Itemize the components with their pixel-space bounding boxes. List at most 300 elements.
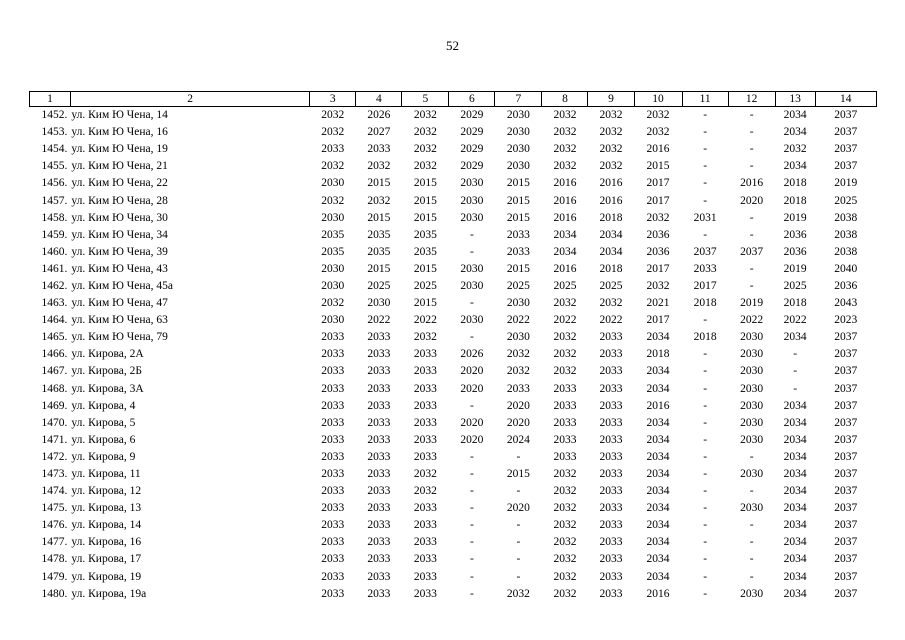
address-cell: ул. Ким Ю Чена, 22 — [71, 177, 168, 190]
year-cell: 2034 — [646, 485, 670, 498]
year-cell: - — [703, 143, 708, 156]
year-cell: 2032 — [553, 536, 577, 549]
column-header-10: 10 — [634, 92, 682, 107]
address-cell: ул. Кирова, 17 — [71, 553, 142, 566]
year-cell: 2015 — [506, 262, 530, 275]
year-cell: 2016 — [553, 211, 577, 224]
year-cell: 2033 — [413, 365, 437, 378]
year-cell: 2030 — [460, 177, 484, 190]
year-cell: 2016 — [553, 194, 577, 207]
year-cell: 2033 — [599, 519, 623, 532]
year-cell: 2032 — [553, 297, 577, 310]
year-cell: - — [703, 314, 708, 327]
row-number: 1477. — [41, 536, 68, 549]
year-cell: 2030 — [321, 314, 345, 327]
year-cell: 2037 — [834, 536, 858, 549]
address-cell: ул. Кирова, 9 — [71, 450, 136, 463]
table-row — [30, 141, 877, 158]
address-cell: ул. Кирова, 6 — [71, 433, 136, 446]
address-cell: ул. Кирова, 16 — [71, 536, 142, 549]
row-number: 1476. — [41, 519, 68, 532]
row-number: 1469. — [41, 399, 68, 412]
table-row — [30, 210, 877, 227]
year-cell: 2033 — [413, 587, 437, 600]
year-cell: 2025 — [783, 279, 807, 292]
year-cell: 2032 — [553, 468, 577, 481]
year-cell: 2036 — [783, 245, 807, 258]
year-cell: 2027 — [367, 126, 391, 139]
year-cell: 2030 — [740, 433, 764, 446]
year-cell: 2033 — [367, 382, 391, 395]
year-cell: 2032 — [553, 126, 577, 139]
year-cell: 2034 — [783, 399, 807, 412]
address-cell: ул. Ким Ю Чена, 79 — [71, 331, 168, 344]
year-cell: 2018 — [646, 348, 670, 361]
table-row — [30, 175, 877, 192]
year-cell: - — [703, 160, 708, 173]
year-cell: 2037 — [834, 126, 858, 139]
year-cell: 2033 — [413, 519, 437, 532]
year-cell: 2033 — [599, 502, 623, 515]
year-cell: 2032 — [599, 297, 623, 310]
year-cell: 2037 — [834, 109, 858, 122]
year-cell: 2036 — [834, 279, 858, 292]
year-cell: 2032 — [646, 211, 670, 224]
year-cell: 2033 — [553, 450, 577, 463]
address-cell: ул. Кирова, 2Б — [71, 365, 142, 378]
year-cell: 2033 — [367, 348, 391, 361]
year-cell: 2037 — [834, 416, 858, 429]
year-cell: 2018 — [693, 297, 717, 310]
row-number: 1480. — [41, 587, 68, 600]
year-cell: 2032 — [321, 126, 345, 139]
year-cell: 2025 — [599, 279, 623, 292]
table-row — [30, 381, 877, 398]
year-cell: 2037 — [834, 160, 858, 173]
column-header-14: 14 — [815, 92, 876, 107]
year-cell: 2020 — [460, 365, 484, 378]
year-cell: 2017 — [646, 262, 670, 275]
year-cell: 2037 — [834, 502, 858, 515]
year-cell: 2030 — [740, 468, 764, 481]
year-cell: 2033 — [367, 519, 391, 532]
table-row — [30, 244, 877, 261]
year-cell: 2034 — [646, 553, 670, 566]
year-cell: - — [749, 279, 754, 292]
table-body — [30, 107, 877, 603]
year-cell: - — [469, 450, 474, 463]
year-cell: 2033 — [321, 502, 345, 515]
address-cell: ул. Ким Ю Чена, 28 — [71, 194, 168, 207]
year-cell: - — [516, 485, 521, 498]
year-cell: 2020 — [506, 502, 530, 515]
year-cell: 2033 — [599, 536, 623, 549]
year-cell: 2030 — [460, 279, 484, 292]
year-cell: 2034 — [553, 228, 577, 241]
year-cell: 2033 — [599, 433, 623, 446]
year-cell: - — [469, 502, 474, 515]
year-cell: 2017 — [693, 279, 717, 292]
year-cell: - — [703, 399, 708, 412]
row-number: 1455. — [41, 160, 68, 173]
year-cell: 2033 — [413, 450, 437, 463]
year-cell: 2019 — [740, 297, 764, 310]
year-cell: 2036 — [646, 228, 670, 241]
year-cell: 2016 — [599, 194, 623, 207]
year-cell: 2030 — [460, 211, 484, 224]
year-cell: 2022 — [783, 314, 807, 327]
year-cell: - — [469, 331, 474, 344]
year-cell: - — [793, 348, 798, 361]
year-cell: 2032 — [413, 331, 437, 344]
year-cell: 2018 — [783, 297, 807, 310]
row-number: 1454. — [41, 143, 68, 156]
year-cell: 2032 — [646, 126, 670, 139]
year-cell: 2016 — [553, 262, 577, 275]
year-cell: - — [749, 160, 754, 173]
address-cell: ул. Ким Ю Чена, 39 — [71, 245, 168, 258]
year-cell: 2033 — [599, 587, 623, 600]
year-cell: 2033 — [321, 519, 345, 532]
year-cell: 2033 — [553, 416, 577, 429]
year-cell: 2033 — [693, 262, 717, 275]
year-cell: 2016 — [646, 399, 670, 412]
year-cell: - — [703, 553, 708, 566]
year-cell: 2033 — [321, 553, 345, 566]
year-cell: 2032 — [599, 126, 623, 139]
year-cell: 2032 — [599, 143, 623, 156]
year-cell: 2037 — [834, 348, 858, 361]
address-cell: ул. Кирова, 13 — [71, 502, 142, 515]
column-header-3: 3 — [310, 92, 356, 107]
year-cell: 2034 — [783, 485, 807, 498]
year-cell: 2033 — [321, 468, 345, 481]
row-number: 1459. — [41, 228, 68, 241]
year-cell: 2034 — [783, 331, 807, 344]
year-cell: 2030 — [740, 331, 764, 344]
year-cell: 2029 — [460, 126, 484, 139]
year-cell: 2020 — [506, 399, 530, 412]
year-cell: 2034 — [599, 228, 623, 241]
year-cell: 2030 — [506, 297, 530, 310]
year-cell: 2017 — [646, 177, 670, 190]
address-cell: ул. Ким Ю Чена, 34 — [71, 228, 168, 241]
year-cell: - — [469, 587, 474, 600]
year-cell: - — [749, 109, 754, 122]
year-cell: 2035 — [413, 228, 437, 241]
year-cell: - — [749, 228, 754, 241]
year-cell: 2032 — [321, 194, 345, 207]
address-cell: ул. Ким Ю Чена, 43 — [71, 262, 168, 275]
year-cell: 2017 — [646, 194, 670, 207]
year-cell: - — [703, 109, 708, 122]
year-cell: 2033 — [599, 348, 623, 361]
year-cell: 2022 — [367, 314, 391, 327]
year-cell: 2034 — [783, 587, 807, 600]
year-cell: 2030 — [740, 399, 764, 412]
year-cell: 2015 — [413, 177, 437, 190]
year-cell: 2029 — [460, 143, 484, 156]
year-cell: - — [703, 126, 708, 139]
year-cell: - — [749, 553, 754, 566]
year-cell: 2033 — [367, 331, 391, 344]
year-cell: 2037 — [834, 365, 858, 378]
year-cell: - — [469, 228, 474, 241]
table-row — [30, 449, 877, 466]
year-cell: 2037 — [740, 245, 764, 258]
year-cell: 2030 — [506, 143, 530, 156]
address-cell: ул. Ким Ю Чена, 47 — [71, 297, 168, 310]
year-cell: - — [703, 348, 708, 361]
row-number: 1465. — [41, 331, 68, 344]
year-cell: 2033 — [367, 587, 391, 600]
year-cell: 2022 — [413, 314, 437, 327]
year-cell: 2018 — [693, 331, 717, 344]
year-cell: 2033 — [413, 570, 437, 583]
year-cell: - — [793, 365, 798, 378]
year-cell: 2037 — [834, 450, 858, 463]
table-row — [30, 466, 877, 483]
year-cell: 2035 — [367, 245, 391, 258]
year-cell: 2018 — [783, 177, 807, 190]
year-cell: 2033 — [553, 399, 577, 412]
year-cell: 2033 — [599, 450, 623, 463]
year-cell: 2024 — [506, 433, 530, 446]
year-cell: 2033 — [321, 587, 345, 600]
year-cell: 2015 — [413, 297, 437, 310]
year-cell: 2033 — [367, 416, 391, 429]
year-cell: - — [516, 570, 521, 583]
year-cell: 2034 — [553, 245, 577, 258]
year-cell: 2015 — [413, 194, 437, 207]
year-cell: - — [469, 570, 474, 583]
year-cell: - — [793, 382, 798, 395]
year-cell: 2038 — [834, 211, 858, 224]
year-cell: 2029 — [460, 160, 484, 173]
year-cell: 2026 — [367, 109, 391, 122]
address-cell: ул. Ким Ю Чена, 14 — [71, 109, 168, 122]
year-cell: 2032 — [413, 468, 437, 481]
year-cell: 2032 — [553, 331, 577, 344]
year-cell: 2033 — [506, 245, 530, 258]
address-cell: ул. Ким Ю Чена, 21 — [71, 160, 168, 173]
year-cell: 2033 — [321, 399, 345, 412]
year-cell: 2033 — [506, 382, 530, 395]
column-header-13: 13 — [775, 92, 815, 107]
year-cell: - — [469, 536, 474, 549]
year-cell: 2030 — [460, 262, 484, 275]
year-cell: 2034 — [646, 570, 670, 583]
row-number: 1472. — [41, 450, 68, 463]
year-cell: 2040 — [834, 262, 858, 275]
year-cell: - — [703, 485, 708, 498]
year-cell: 2032 — [553, 485, 577, 498]
year-cell: 2021 — [646, 297, 670, 310]
address-cell: ул. Кирова, 5 — [71, 416, 136, 429]
year-cell: 2032 — [599, 160, 623, 173]
year-cell: 2032 — [321, 160, 345, 173]
schedule-table — [29, 91, 877, 603]
table-row — [30, 398, 877, 415]
year-cell: 2033 — [321, 416, 345, 429]
year-cell: 2025 — [413, 279, 437, 292]
year-cell: 2015 — [506, 211, 530, 224]
year-cell: 2034 — [783, 519, 807, 532]
column-header-5: 5 — [402, 92, 449, 107]
year-cell: 2034 — [646, 450, 670, 463]
year-cell: 2033 — [506, 228, 530, 241]
year-cell: 2032 — [367, 194, 391, 207]
year-cell: 2034 — [783, 468, 807, 481]
column-header-8: 8 — [542, 92, 588, 107]
column-header-9: 9 — [588, 92, 634, 107]
year-cell: - — [469, 468, 474, 481]
table-row — [30, 483, 877, 500]
year-cell: 2034 — [783, 126, 807, 139]
year-cell: 2032 — [553, 519, 577, 532]
year-cell: 2033 — [413, 382, 437, 395]
year-cell: 2026 — [460, 348, 484, 361]
table-row — [30, 158, 877, 175]
year-cell: 2037 — [834, 570, 858, 583]
year-cell: - — [516, 553, 521, 566]
year-cell: 2034 — [783, 502, 807, 515]
year-cell: 2030 — [506, 331, 530, 344]
year-cell: 2034 — [783, 160, 807, 173]
address-cell: ул. Ким Ю Чена, 30 — [71, 211, 168, 224]
year-cell: - — [469, 485, 474, 498]
table-row — [30, 295, 877, 312]
year-cell: 2019 — [783, 262, 807, 275]
year-cell: 2034 — [646, 468, 670, 481]
year-cell: 2030 — [740, 365, 764, 378]
year-cell: 2034 — [783, 553, 807, 566]
year-cell: 2019 — [783, 211, 807, 224]
table-row — [30, 192, 877, 209]
table-row — [30, 432, 877, 449]
year-cell: 2020 — [506, 416, 530, 429]
row-number: 1453. — [41, 126, 68, 139]
address-cell: ул. Кирова, 14 — [71, 519, 142, 532]
year-cell: 2023 — [834, 314, 858, 327]
year-cell: 2033 — [321, 348, 345, 361]
year-cell: 2034 — [783, 450, 807, 463]
row-number: 1473. — [41, 468, 68, 481]
row-number: 1456. — [41, 177, 68, 190]
row-number: 1478. — [41, 553, 68, 566]
year-cell: 2034 — [646, 502, 670, 515]
column-header-12: 12 — [728, 92, 775, 107]
year-cell: 2032 — [646, 279, 670, 292]
year-cell: 2043 — [834, 297, 858, 310]
year-cell: 2032 — [553, 160, 577, 173]
year-cell: - — [703, 382, 708, 395]
year-cell: 2032 — [413, 485, 437, 498]
year-cell: - — [516, 519, 521, 532]
table-row — [30, 586, 877, 603]
row-number: 1458. — [41, 211, 68, 224]
year-cell: 2033 — [599, 365, 623, 378]
year-cell: 2015 — [506, 177, 530, 190]
year-cell: 2033 — [367, 365, 391, 378]
year-cell: - — [703, 536, 708, 549]
year-cell: 2025 — [553, 279, 577, 292]
year-cell: 2034 — [646, 382, 670, 395]
year-cell: 2032 — [506, 587, 530, 600]
table-row — [30, 534, 877, 551]
row-number: 1462. — [41, 279, 68, 292]
year-cell: - — [703, 502, 708, 515]
year-cell: 2032 — [553, 109, 577, 122]
year-cell: - — [749, 570, 754, 583]
year-cell: - — [469, 297, 474, 310]
year-cell: 2030 — [506, 126, 530, 139]
year-cell: 2032 — [553, 502, 577, 515]
row-number: 1466. — [41, 348, 68, 361]
year-cell: 2036 — [783, 228, 807, 241]
year-cell: - — [749, 536, 754, 549]
row-number: 1464. — [41, 314, 68, 327]
year-cell: 2038 — [834, 245, 858, 258]
year-cell: 2029 — [460, 109, 484, 122]
year-cell: 2033 — [321, 536, 345, 549]
year-cell: 2025 — [834, 194, 858, 207]
year-cell: 2033 — [367, 143, 391, 156]
year-cell: 2033 — [599, 468, 623, 481]
year-cell: - — [749, 262, 754, 275]
year-cell: 2033 — [321, 485, 345, 498]
year-cell: 2034 — [646, 433, 670, 446]
year-cell: - — [703, 228, 708, 241]
row-number: 1479. — [41, 570, 68, 583]
year-cell: 2030 — [321, 177, 345, 190]
year-cell: 2035 — [321, 245, 345, 258]
year-cell: 2032 — [413, 160, 437, 173]
year-cell: 2030 — [740, 587, 764, 600]
year-cell: 2033 — [367, 536, 391, 549]
year-cell: - — [703, 450, 708, 463]
year-cell: 2037 — [834, 382, 858, 395]
year-cell: 2032 — [506, 348, 530, 361]
year-cell: 2032 — [599, 109, 623, 122]
year-cell: 2033 — [413, 536, 437, 549]
year-cell: 2025 — [367, 279, 391, 292]
year-cell: 2033 — [413, 416, 437, 429]
year-cell: - — [749, 143, 754, 156]
table-row — [30, 346, 877, 363]
year-cell: 2034 — [783, 416, 807, 429]
year-cell: 2033 — [321, 331, 345, 344]
year-cell: 2037 — [834, 331, 858, 344]
year-cell: 2033 — [367, 468, 391, 481]
year-cell: - — [703, 194, 708, 207]
year-cell: 2033 — [367, 433, 391, 446]
year-cell: 2034 — [646, 365, 670, 378]
year-cell: 2030 — [460, 194, 484, 207]
year-cell: 2032 — [646, 109, 670, 122]
year-cell: 2030 — [740, 502, 764, 515]
year-cell: 2015 — [413, 211, 437, 224]
row-number: 1470. — [41, 416, 68, 429]
year-cell: 2020 — [460, 433, 484, 446]
table-row — [30, 107, 877, 125]
year-cell: - — [703, 587, 708, 600]
year-cell: 2037 — [834, 433, 858, 446]
year-cell: 2033 — [321, 433, 345, 446]
address-cell: ул. Ким Ю Чена, 63 — [71, 314, 168, 327]
year-cell: 2037 — [834, 519, 858, 532]
address-cell: ул. Ким Ю Чена, 16 — [71, 126, 168, 139]
